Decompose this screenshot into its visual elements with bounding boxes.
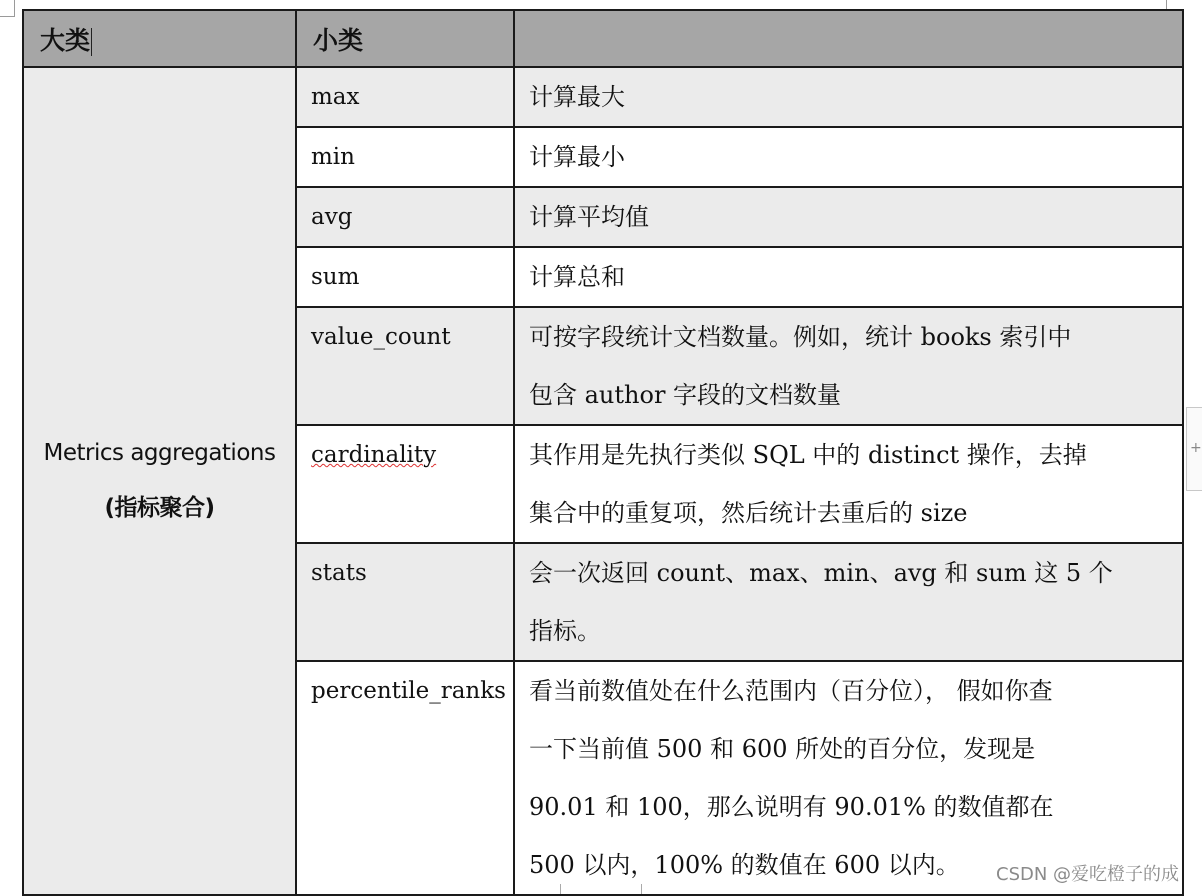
table-resize-handle[interactable] [1186,407,1202,491]
description-line: 会一次返回 count、max、min、avg 和 sum 这 5 个 [529,559,1113,587]
description-cell[interactable] [514,127,1183,187]
page-bottom-marks [560,884,642,894]
description-line: 其作用是先执行类似 SQL 中的 distinct 操作，去掉 [529,441,1087,469]
header-category[interactable] [23,10,296,67]
category-name-en: Metrics aggregations [43,440,276,466]
add-column-icon: + [1190,440,1202,456]
description-line: 计算平均值 [529,203,649,231]
spellcheck-underlined-term: cardinality [311,442,437,468]
description-line: 计算最大 [529,83,625,111]
page-top-margin [0,0,1202,8]
description-cell[interactable] [514,307,1183,425]
page-corner-mark-left [0,0,15,17]
description-line: 集合中的重复项，然后统计去重后的 size [529,499,968,527]
header-subcategory-label: 小类 [313,25,364,55]
description-cell[interactable] [514,543,1183,661]
table-row [23,67,1183,127]
subcategory-cell[interactable]: stats [296,543,514,661]
subcategory-cell[interactable] [296,425,514,543]
description-line: 可按字段统计文档数量。例如，统计 books 索引中 [529,323,1072,351]
table-body [23,67,1183,895]
subcategory-cell[interactable]: value_count [296,307,514,425]
description-line: 包含 author 字段的文档数量 [529,381,842,409]
category-name-cn: (指标聚合) [104,495,215,521]
subcategory-cell[interactable]: max [296,67,514,127]
description-cell[interactable] [514,247,1183,307]
description-cell[interactable] [514,67,1183,127]
category-cell[interactable] [23,67,296,895]
subcategory-cell[interactable]: avg [296,187,514,247]
header-category-label: 大类 [40,25,91,55]
subcategory-cell[interactable]: sum [296,247,514,307]
description-cell[interactable] [514,187,1183,247]
header-description[interactable] [514,10,1183,67]
text-cursor [91,28,92,56]
description-line: 计算最小 [529,143,625,171]
aggregation-table [22,9,1184,896]
description-line: 计算总和 [529,263,625,291]
description-line: 90.01 和 100，那么说明有 90.01% 的数值都在 [529,793,1054,821]
csdn-credit-watermark: CSDN @爱吃橙子的成 [996,864,1180,885]
subcategory-cell[interactable]: percentile_ranks [296,661,514,895]
table-header-row [23,10,1183,67]
description-line: 指标。 [529,617,601,645]
description-line: 看当前数值处在什么范围内（百分位）， 假如你查 [529,677,1053,705]
subcategory-cell[interactable]: min [296,127,514,187]
description-cell[interactable] [514,425,1183,543]
description-line: 500 以内，100% 的数值在 600 以内。 [529,851,960,879]
header-subcategory[interactable] [296,10,514,67]
description-line: 一下当前值 500 和 600 所处的百分位，发现是 [529,735,1036,763]
